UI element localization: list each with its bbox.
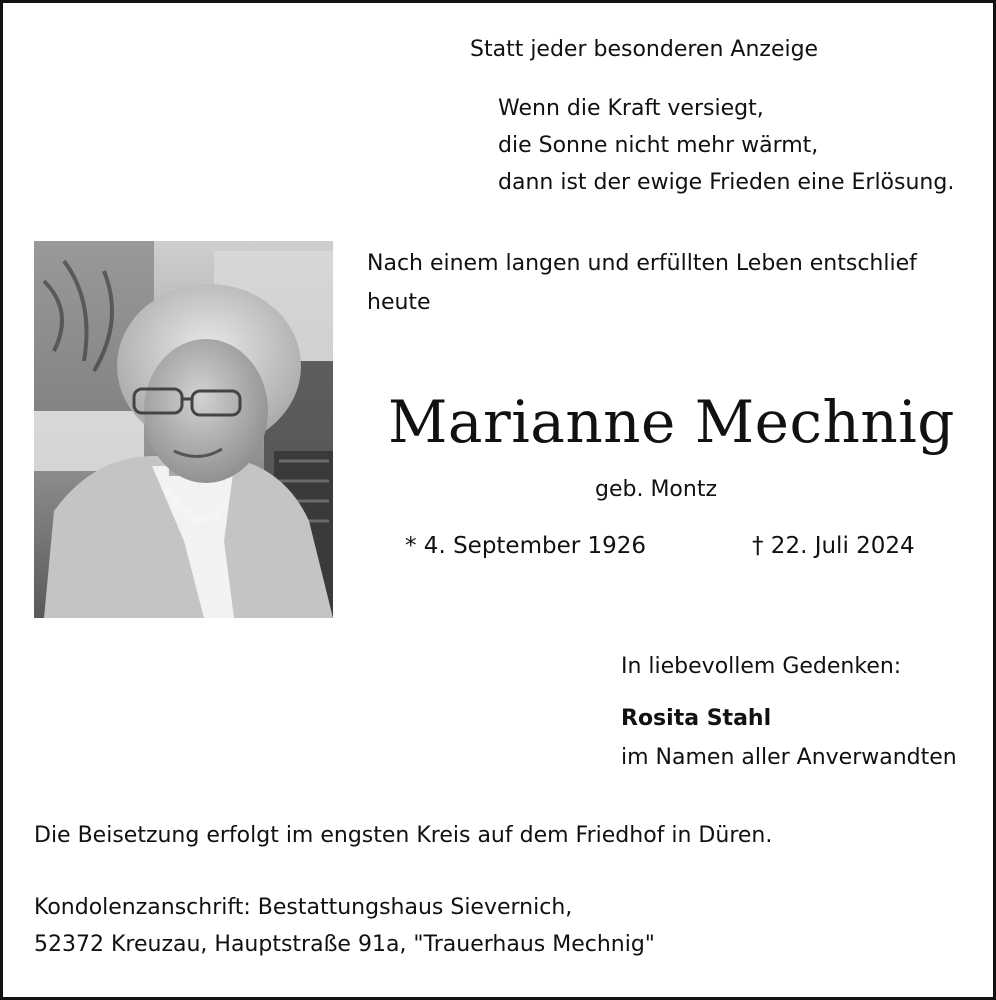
signer-name: Rosita Stahl (621, 706, 772, 731)
intro-text: Nach einem langen und erfüllten Leben entschlief heute (367, 251, 917, 315)
condolence-address-line1: Kondolenzanschrift: Bestattungshaus Sievernich, (34, 895, 573, 920)
condolence-address-line2: 52372 Kreuzau, Hauptstraße 91a, "Trauerhaus Mechnig" (34, 932, 655, 957)
memory-line: In liebevollem Gedenken: (621, 654, 902, 679)
poem (498, 90, 954, 201)
poem-line: Wenn die Kraft versiegt, (498, 96, 764, 121)
headline: Statt jeder besonderen Anzeige (470, 37, 819, 62)
poem-line: dann ist der ewige Frieden eine Erlösung. (498, 170, 955, 195)
portrait-photo (34, 241, 333, 618)
poem-line: die Sonne nicht mehr wärmt, (498, 133, 819, 158)
deceased-name: Marianne Mechnig (388, 388, 955, 456)
death-date: † 22. Juli 2024 (752, 533, 915, 559)
signer-subline: im Namen aller Anverwandten (621, 745, 957, 770)
birth-date: * 4. September 1926 (405, 533, 647, 559)
burial-note: Die Beisetzung erfolgt im engsten Kreis auf dem Friedhof in Düren. (34, 823, 773, 848)
maiden-name: geb. Montz (595, 477, 718, 502)
